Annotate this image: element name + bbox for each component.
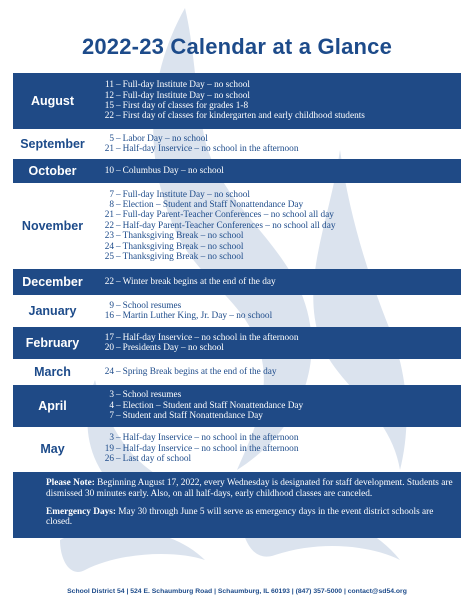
month-label: January: [28, 304, 77, 318]
month-row-august: [13, 73, 461, 129]
month-row-december: [13, 269, 461, 295]
month-label: August: [30, 94, 75, 108]
month-label: September: [20, 137, 85, 151]
event-item: 24 – Thanksgiving Break – no school: [104, 241, 244, 252]
event-item: 22 – Winter break begins at the end of the day: [104, 276, 276, 287]
event-item: 15 – First day of classes for grades 1-8: [104, 101, 249, 111]
event-list: [92, 129, 461, 159]
month-row-january: [13, 295, 461, 327]
event-item: 3 – Half-day Inservice – no school in the afternoon: [109, 433, 299, 444]
emergency-text: May 30 through June 5 will serve as emergency days in the event district schools are closed.: [46, 506, 434, 528]
please-note: [46, 478, 453, 500]
event-list: [92, 73, 461, 129]
event-item: 10 – Columbus Day – no school: [104, 165, 224, 176]
month-label: October: [28, 164, 77, 178]
please-note-text: Beginning August 17, 2022, every Wednesday is designated for staff development. Students are dismissed 30 minutes early. Also, on all half-days, early childhood classes are canceled.: [46, 478, 453, 499]
month-row-october: [13, 159, 461, 183]
event-item: 17 – Half-day Inservice – no school in the afternoon: [104, 332, 299, 343]
event-item: 5 – Labor Day – no school: [109, 133, 208, 144]
page-title: 2022-23 Calendar at a Glance: [81, 34, 393, 59]
month-row-november: [13, 183, 461, 269]
month-label: February: [25, 336, 80, 350]
event-item: 3 – School resumes: [109, 390, 182, 401]
event-item: 20 – Presidents Day – no school: [104, 343, 224, 353]
month-label: May: [40, 442, 65, 456]
event-item: 21 – Full-day Parent-Teacher Conferences – no school all day: [104, 210, 334, 221]
event-list: [92, 327, 461, 359]
month-row-march: [13, 359, 461, 385]
please-note-label: Please Note:: [46, 478, 95, 488]
month-label: November: [21, 219, 84, 233]
event-item: 7 – Full-day Institute Day – no school: [109, 189, 250, 200]
notes-box: [13, 472, 461, 538]
event-list: [92, 359, 461, 385]
month-row-may: [13, 427, 461, 471]
event-item: 11 – Full-day Institute Day – no school: [105, 80, 250, 91]
event-list: [92, 385, 461, 427]
event-list: [92, 183, 461, 269]
month-label: March: [34, 365, 71, 379]
event-item: 9 – School resumes: [109, 300, 182, 311]
event-list: [92, 427, 461, 471]
event-item: 23 – Thanksgiving Break – no school: [104, 231, 244, 242]
event-item: 24 – Spring Break begins at the end of the day: [104, 366, 277, 377]
event-item: 16 – Martin Luther King, Jr. Day – no school: [104, 311, 273, 321]
month-label: December: [22, 275, 83, 289]
event-item: 19 – Half-day Inservice – no school in the afternoon: [104, 443, 299, 454]
event-item: 21 – Half-day Inservice – no school in the afternoon: [104, 144, 299, 154]
event-item: 26 – Last day of school: [104, 454, 192, 465]
event-item: 7 – Student and Staff Nonattendance Day: [109, 411, 263, 422]
emergency-note: [46, 507, 453, 529]
event-item: 12 – Full-day Institute Day – no school: [104, 90, 250, 101]
footer-contact: School District 54 | 524 E. Schaumburg Road | Schaumburg, IL 60193 | (847) 357-5000 | contact@sd54.org: [67, 588, 407, 595]
event-item: 22 – Half-day Parent-Teacher Conferences – no school all day: [104, 220, 336, 231]
event-item: 8 – Election – Student and Staff Nonattendance Day: [109, 199, 304, 210]
month-label: April: [38, 399, 67, 413]
event-item: 25 – Thanksgiving Break – no school: [104, 252, 244, 263]
event-list: [92, 269, 461, 295]
month-row-september: [13, 129, 461, 159]
month-row-february: [13, 327, 461, 359]
month-row-april: [13, 385, 461, 427]
emergency-label: Emergency Days:: [46, 506, 116, 517]
event-item: 22 – First day of classes for kindergarten and early childhood students: [104, 111, 365, 122]
event-item: 4 – Election – Student and Staff Nonattendance Day: [109, 400, 304, 411]
calendar-table: [13, 73, 461, 471]
event-list: [92, 295, 461, 327]
event-list: [92, 159, 461, 183]
